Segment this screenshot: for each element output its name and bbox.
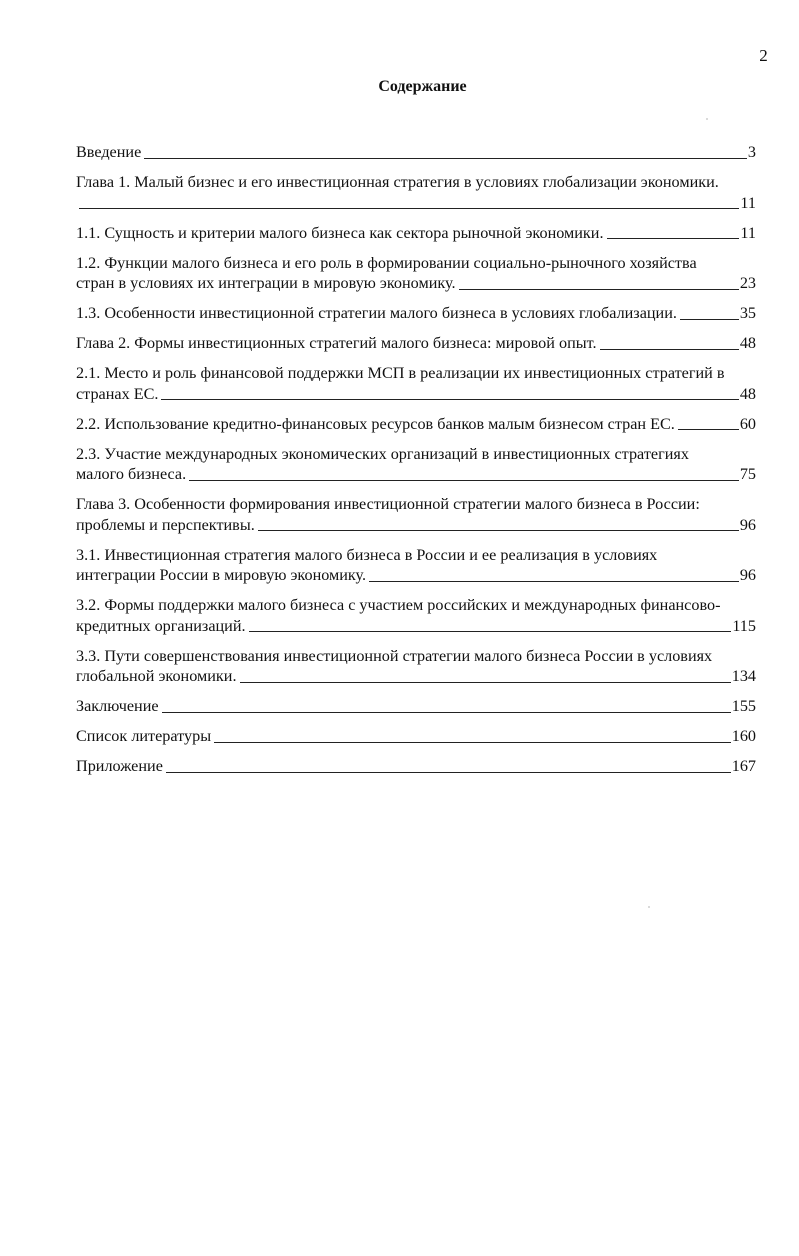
toc-entry-title-continued: малого бизнеса. <box>76 465 187 483</box>
dot-leader <box>144 158 747 159</box>
toc-entry-title: Глава 2. Формы инвестиционных стратегий малого бизнеса: мировой опыт. <box>76 334 597 352</box>
page-title: Содержание <box>378 78 467 95</box>
toc-entry-chapter-1[interactable] <box>76 172 756 213</box>
toc-entry-page: 60 <box>739 414 756 433</box>
toc-entry-title: 2.1. Место и роль финансовой поддержки МСП в реализации их инвестиционных стратегий в <box>76 364 725 382</box>
scan-speck <box>648 906 650 908</box>
toc-entry-section-3-2[interactable] <box>76 595 756 636</box>
toc-entry-section-1-1[interactable] <box>76 223 756 244</box>
dot-leader <box>161 399 738 400</box>
dot-leader <box>258 530 739 531</box>
toc-entry-page: 134 <box>731 667 756 685</box>
toc-entry-title: 3.2. Формы поддержки малого бизнеса с участием российских и международных финансово- <box>76 596 721 614</box>
toc-entry-page: 11 <box>740 193 756 212</box>
toc-entry-page: 115 <box>732 616 756 635</box>
toc-entry-page: 167 <box>731 757 756 775</box>
toc-entry-section-2-1[interactable] <box>76 363 756 404</box>
toc-entry-bibliography[interactable] <box>76 726 756 747</box>
toc-entry-title-continued: интеграции России в мировую экономику. <box>76 566 367 584</box>
toc-entry-section-2-3[interactable] <box>76 444 756 485</box>
dot-leader <box>249 631 732 632</box>
toc-entry-page: 96 <box>739 515 756 534</box>
toc-entry-section-1-3[interactable] <box>76 303 756 324</box>
dot-leader <box>678 429 739 430</box>
toc-entry-title: Список литературы <box>76 727 212 745</box>
toc-entry-title: 3.3. Пути совершенствования инвестиционной стратегии малого бизнеса России в условиях <box>76 646 713 665</box>
dot-leader <box>162 712 731 713</box>
toc-entry-title-continued: глобальной экономики. <box>76 667 237 685</box>
toc-entry-conclusion[interactable] <box>76 696 756 717</box>
dot-leader <box>214 742 731 743</box>
toc-entry-title: Приложение <box>76 757 163 775</box>
toc-entry-title: 1.1. Сущность и критерии малого бизнеса как сектора рыночной экономики. <box>76 223 604 242</box>
toc-entry-title: Введение <box>76 143 142 161</box>
toc-entry-page: 48 <box>739 334 756 352</box>
toc-entry-page: 160 <box>731 727 756 745</box>
toc-entry-title-continued: странах ЕС. <box>76 384 159 403</box>
toc-entry-appendix[interactable] <box>76 756 756 777</box>
dot-leader <box>369 581 739 582</box>
dot-leader <box>607 238 740 239</box>
dot-leader <box>166 772 731 773</box>
toc-entry-page: 75 <box>739 465 756 483</box>
toc-entry-title: 1.2. Функции малого бизнеса и его роль в формировании социально-рыночного хозяйства <box>76 253 697 272</box>
toc-entry-title: 2.3. Участие международных экономических организаций в инвестиционных стратегиях <box>76 444 689 463</box>
toc-entry-section-1-2[interactable] <box>76 253 756 294</box>
dot-leader <box>680 319 739 320</box>
dot-leader <box>459 289 739 290</box>
toc-entry-chapter-2[interactable] <box>76 333 756 354</box>
toc-entry-page: 48 <box>739 384 756 403</box>
toc-entry-title-continued: стран в условиях их интеграции в мировую экономику. <box>76 274 456 292</box>
dot-leader <box>240 682 731 683</box>
toc-entry-section-3-1[interactable] <box>76 545 756 586</box>
toc-entry-title: 3.1. Инвестиционная стратегия малого бизнеса в России и ее реализация в условиях <box>76 545 658 564</box>
dot-leader <box>189 480 739 481</box>
toc-entry-chapter-3[interactable] <box>76 494 756 535</box>
scan-speck <box>706 118 708 120</box>
toc-entry-page: 11 <box>740 223 756 242</box>
toc-entry-page: 23 <box>739 274 756 292</box>
toc-entry-title: 2.2. Использование кредитно-финансовых ресурсов банков малым бизнесом стран ЕС. <box>76 414 675 433</box>
toc-entry-page: 96 <box>739 566 756 584</box>
toc-entry-page: 35 <box>739 304 756 322</box>
toc-entry-page: 155 <box>731 697 756 715</box>
toc-entry-title-continued: кредитных организаций. <box>76 616 246 635</box>
toc-entry-title-continued: проблемы и перспективы. <box>76 515 255 534</box>
dot-leader <box>79 208 739 209</box>
toc-entry-page: 3 <box>747 143 756 161</box>
toc-entry-title: 1.3. Особенности инвестиционной стратегии малого бизнеса в условиях глобализации. <box>76 304 677 322</box>
page-number: 2 <box>759 46 768 65</box>
dot-leader <box>600 349 739 350</box>
toc-entry-section-2-2[interactable] <box>76 414 756 435</box>
table-of-contents <box>76 142 756 786</box>
toc-entry-title: Глава 1. Малый бизнес и его инвестиционная стратегия в условиях глобализации экономики. <box>76 173 719 191</box>
toc-entry-section-3-3[interactable] <box>76 646 756 687</box>
toc-entry-introduction[interactable] <box>76 142 756 163</box>
toc-entry-title: Заключение <box>76 697 159 715</box>
toc-entry-title: Глава 3. Особенности формирования инвестиционной стратегии малого бизнеса в России: <box>76 495 700 513</box>
